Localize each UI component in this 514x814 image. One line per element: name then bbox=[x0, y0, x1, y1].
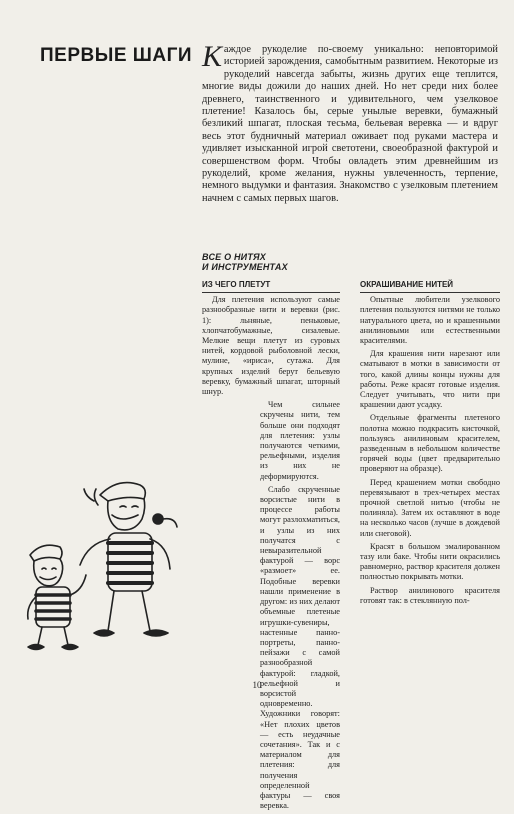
left-column-heading: ИЗ ЧЕГО ПЛЕТУТ bbox=[202, 280, 340, 293]
intro-text: аждое рукоделие по-своему уникально: неповторимой историей зарождения, самобытным развитием. Некоторые из рукоделий навсегда забыты, жизнь других еще теплится, многие виды дожили до наших дней. Но нет среди них более древнего, таинственного и удивительного, чем узелковое плетение! Казалось бы, серые унылые веревки, бумажный безликий шпагат, плоская тесьма, бельевая веревка — и вдруг весь этот будничный материал оживает под руками мастера и удивляет изысканной игрой светотени, своеобразной фактурой и совершенством форм. Чтобы овладеть этим древнейшим из рукоделий, кроме желания, нужны увлеченность, терпение, немного выдумки и фантазия. Знакомство с узелковым плетением начнем с самых первых шагов. bbox=[202, 44, 498, 204]
chapter-title: ПЕРВЫЕ ШАГИ bbox=[40, 45, 193, 66]
right-column bbox=[360, 280, 500, 609]
right-column-heading: ОКРАШИВАНИЕ НИТЕЙ bbox=[360, 280, 500, 293]
right-paragraph: Раствор анилинового красителя готовят так: в стеклянную пол- bbox=[360, 585, 500, 605]
left-paragraph: Слабо скрученные ворсистые нити в процессе работы могут разлохматиться, и узлы из них получатся с невыразительной фактурой — ворс «размоет» ее. Подобные веревки нашли применение в другом: из них делают объемные плетеные игрушки-сувениры, настенные панно-портреты, панно-пейзажи с самой разнообразной фактурой: гладкой, рельефной и ворсистой одновременно. Художники говорят: «Нет плохих цветов — есть неудачные сочетания». Так и с материалом для плетения: для получения определенной фактуры — своя веревка. bbox=[260, 484, 340, 811]
left-indented-block bbox=[202, 400, 340, 811]
right-paragraph: Отдельные фрагменты плетеного полотна можно подкрасить кисточкой, пользуясь анилиновым красителем, разведенным в небольшом количестве горячей воды (цвет предварительно проверяют на образце). bbox=[360, 413, 500, 474]
left-paragraph: Чем сильнее скручены нити, тем больше они подходят для плетения: узлы получаются четкими, рельефными, изделия из них не деформируются. bbox=[260, 400, 340, 481]
intro-paragraph bbox=[202, 40, 498, 205]
left-paragraph: Для плетения используют самые разнообразные нити и веревки (рис. 1): льняные, пеньковые, хлопчатобумажные, сизалевые. Мелкие вещи плетут из суровых нитей, кордовой рыболовной лески, мулине, «ириса», сутажа. Для крупных изделий берут бельевую веревку, бумажный шпагат, шторный шнур. bbox=[202, 295, 340, 397]
right-paragraph: Красят в большом эмалированном тазу или баке. Чтобы нити окрасились равномерно, раствор красителя должен полностью покрывать мотки. bbox=[360, 541, 500, 582]
right-paragraph: Для крашения нити нарезают или сматывают в мотки в зависимости от того, какой длины концы нужны для работы. Реже красят готовые изделия. Следует учитывать, что нити при крашении дают усадку. bbox=[360, 349, 500, 410]
left-column bbox=[202, 280, 340, 814]
page-number: 10 bbox=[252, 680, 262, 690]
sailors-illustration bbox=[8, 455, 208, 660]
right-paragraph: Перед крашением мотки свободно перевязывают в трех-четырех местах прочной светлой нитью (чтобы не полиняла). Затем их оставляют в воде на несколько часов (лучше в дождевой или снеговой). bbox=[360, 477, 500, 538]
right-paragraph: Опытные любители узелкового плетения пользуются нитями не только натурального цвета, но и крашенными анилиновыми или естественными красителями. bbox=[360, 295, 500, 346]
section-heading-line-1: ВСЕ О НИТЯХ bbox=[202, 252, 267, 262]
section-heading bbox=[202, 252, 288, 272]
dropcap: К bbox=[202, 40, 222, 73]
section-heading-line-2: И ИНСТРУМЕНТАХ bbox=[202, 262, 288, 272]
